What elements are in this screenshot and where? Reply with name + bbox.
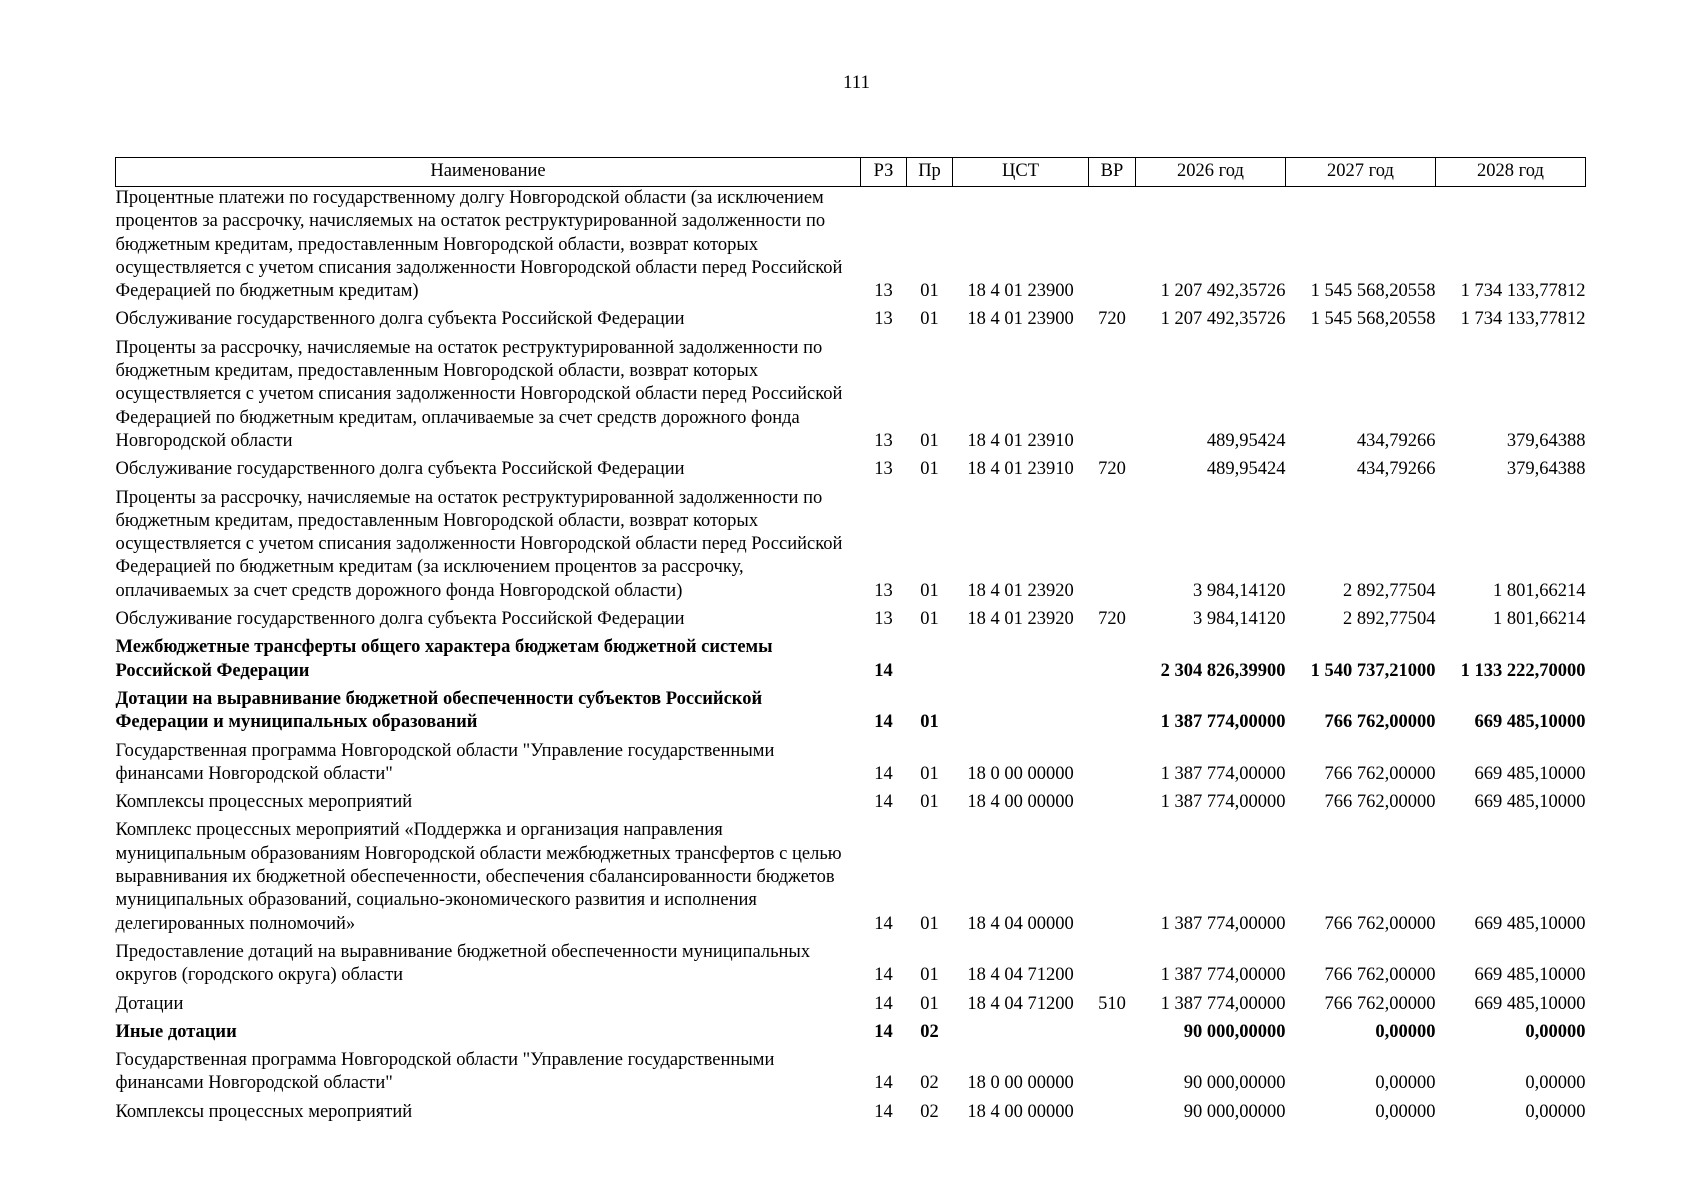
- row-2026: 489,95424: [1206, 430, 1286, 451]
- row-cst: 18 4 04 71200: [967, 993, 1074, 1014]
- row-pr: 02: [920, 1101, 939, 1122]
- row-2027: 766 762,00000: [1324, 993, 1436, 1014]
- row-rz: 14: [874, 913, 893, 934]
- row-pr: 02: [920, 1021, 939, 1042]
- row-2026: 90 000,00000: [1183, 1101, 1286, 1122]
- row-2028: 0,00000: [1525, 1021, 1586, 1042]
- row-name: Комплексы процессных мероприятий: [115, 792, 413, 813]
- header-2026: 2026 год: [1136, 158, 1286, 187]
- row-2027: 1 545 568,20558: [1310, 281, 1436, 302]
- page-number: 111: [842, 72, 871, 93]
- row-pr: 01: [920, 965, 939, 986]
- row-2026: 90 000,00000: [1183, 1021, 1286, 1042]
- row-cst: 18 4 01 23900: [967, 309, 1074, 330]
- row-rz: 14: [874, 763, 893, 784]
- row-rz: 14: [874, 792, 893, 813]
- table-row: [116, 993, 1586, 1021]
- table-row: [116, 308, 1586, 336]
- row-vr: [1089, 819, 1136, 940]
- row-2028: 379,64388: [1506, 459, 1586, 480]
- row-vr: [1089, 941, 1136, 993]
- row-2027: 766 762,00000: [1324, 913, 1436, 934]
- row-name: Комплексы процессных мероприятий: [115, 1101, 413, 1122]
- row-vr: 720: [1098, 309, 1126, 330]
- row-name: Дотации: [115, 993, 184, 1014]
- row-vr: [1089, 1049, 1136, 1101]
- row-pr: 01: [920, 712, 939, 733]
- row-pr: 01: [920, 792, 939, 813]
- row-rz: 14: [874, 712, 893, 733]
- row-name: Процентные платежи по государственному долгу Новгородской области (за исключением процентов за рассрочку, начисляемых на остаток реструктурированной задолженности по бюджетным кредитам, предоставленным Новгородской области, возврат которых осуществляется с учетом списания задолженности Новгородской области перед Российской Федерацией по бюджетным кредитам): [115, 188, 843, 302]
- row-2027: 766 762,00000: [1324, 965, 1436, 986]
- row-pr: 01: [920, 993, 939, 1014]
- row-rz: 14: [874, 993, 893, 1014]
- row-name: Дотации на выравнивание бюджетной обеспеченности субъектов Российской Федерации и муниципальных образований: [115, 688, 763, 733]
- row-vr: [1089, 636, 1136, 688]
- row-rz: 13: [874, 309, 893, 330]
- row-rz: 13: [874, 459, 893, 480]
- header-pr: Пр: [907, 158, 953, 187]
- row-2026: 1 387 774,00000: [1160, 913, 1286, 934]
- row-2027: 766 762,00000: [1324, 712, 1436, 733]
- row-2027: 0,00000: [1375, 1021, 1436, 1042]
- row-2027: 766 762,00000: [1324, 763, 1436, 784]
- row-pr: 01: [920, 913, 939, 934]
- row-rz: 13: [874, 609, 893, 630]
- row-pr: 01: [920, 609, 939, 630]
- row-rz: 14: [874, 1021, 893, 1042]
- row-vr: [1089, 337, 1136, 458]
- row-2027: 0,00000: [1375, 1101, 1436, 1122]
- row-2028: 669 485,10000: [1474, 993, 1586, 1014]
- row-2026: 3 984,14120: [1193, 580, 1286, 601]
- row-vr: [1089, 1021, 1136, 1049]
- row-pr: [907, 636, 953, 688]
- row-2026: 1 207 492,35726: [1160, 309, 1286, 330]
- budget-table: [115, 157, 1586, 1129]
- header-cst: ЦСТ: [953, 158, 1089, 187]
- row-2026: 2 304 826,39900: [1160, 660, 1286, 681]
- row-2028: 379,64388: [1506, 430, 1586, 451]
- row-rz: 13: [874, 580, 893, 601]
- row-name: Межбюджетные трансферты общего характера бюджетам бюджетной системы Российской Федерации: [115, 637, 773, 681]
- row-pr: 02: [920, 1073, 939, 1094]
- row-vr: 720: [1098, 459, 1126, 480]
- row-vr: 510: [1098, 993, 1126, 1014]
- row-2027: 0,00000: [1375, 1073, 1436, 1094]
- row-rz: 14: [874, 1073, 893, 1094]
- header-vr: ВР: [1089, 158, 1136, 187]
- header-2028: 2028 год: [1436, 158, 1586, 187]
- row-rz: 14: [874, 1101, 893, 1122]
- row-2028: 1 133 222,70000: [1460, 660, 1586, 681]
- row-cst: 18 4 04 71200: [967, 965, 1074, 986]
- table-row-section: [116, 688, 1586, 740]
- row-name: Обслуживание государственного долга субъекта Российской Федерации: [115, 459, 685, 480]
- row-cst: 18 4 00 00000: [967, 1101, 1074, 1122]
- table-row: [116, 187, 1586, 309]
- row-cst: 18 0 00 00000: [967, 1073, 1074, 1094]
- row-2026: 1 387 774,00000: [1160, 792, 1286, 813]
- row-pr: 01: [920, 763, 939, 784]
- row-2027: 766 762,00000: [1324, 792, 1436, 813]
- row-2028: 1 801,66214: [1493, 580, 1586, 601]
- row-name: Проценты за рассрочку, начисляемые на остаток реструктурированной задолженности по бюджетным кредитам, предоставленным Новгородской области, возврат которых осуществляется с учетом списания задолженности Новгородской области перед Российской Федерацией по бюджетным кредитам, оплачиваемые за счет средств дорожного фонда Новгородской области: [115, 337, 843, 451]
- row-cst: 18 4 01 23910: [967, 459, 1074, 480]
- header-rz: РЗ: [861, 158, 907, 187]
- row-2028: 669 485,10000: [1474, 965, 1586, 986]
- row-name: Государственная программа Новгородской области "Управление государственными финансами Новгородской области": [115, 740, 775, 784]
- row-cst: 18 4 01 23900: [967, 281, 1074, 302]
- row-2026: 1 387 774,00000: [1160, 712, 1286, 733]
- row-cst: 18 0 00 00000: [967, 763, 1074, 784]
- row-2026: 1 207 492,35726: [1160, 281, 1286, 302]
- row-pr: 01: [920, 430, 939, 451]
- table-row: [116, 608, 1586, 636]
- row-vr: [1089, 740, 1136, 792]
- row-cst: [953, 636, 1089, 688]
- row-2028: 669 485,10000: [1474, 763, 1586, 784]
- row-cst: 18 4 01 23910: [967, 430, 1074, 451]
- row-2027: 1 540 737,21000: [1310, 660, 1436, 681]
- table-row: [116, 337, 1586, 458]
- row-2026: 1 387 774,00000: [1160, 993, 1286, 1014]
- row-2028: 1 734 133,77812: [1460, 309, 1586, 330]
- table-row: [116, 791, 1586, 819]
- table-row-section: [116, 636, 1586, 688]
- row-name: Обслуживание государственного долга субъекта Российской Федерации: [115, 609, 685, 630]
- row-name: Иные дотации: [115, 1021, 237, 1042]
- row-name: Государственная программа Новгородской области "Управление государственными финансами Новгородской области": [115, 1050, 775, 1094]
- table-row: [116, 1101, 1586, 1129]
- row-rz: 14: [874, 965, 893, 986]
- header-name: Наименование: [116, 158, 861, 187]
- row-2028: 0,00000: [1525, 1101, 1586, 1122]
- row-pr: 01: [920, 580, 939, 601]
- row-2026: 1 387 774,00000: [1160, 965, 1286, 986]
- row-2027: 1 545 568,20558: [1310, 309, 1436, 330]
- row-2026: 90 000,00000: [1183, 1073, 1286, 1094]
- row-2028: 669 485,10000: [1474, 913, 1586, 934]
- row-rz: 14: [874, 660, 893, 681]
- row-rz: 13: [874, 281, 893, 302]
- row-vr: [1089, 187, 1136, 309]
- row-rz: 13: [874, 430, 893, 451]
- row-name: Обслуживание государственного долга субъекта Российской Федерации: [115, 309, 685, 330]
- table-row-section: [116, 1021, 1586, 1049]
- header-2027: 2027 год: [1286, 158, 1436, 187]
- row-2026: 489,95424: [1206, 459, 1286, 480]
- row-2028: 669 485,10000: [1474, 712, 1586, 733]
- row-vr: [1089, 1101, 1136, 1129]
- row-2028: 1 734 133,77812: [1460, 281, 1586, 302]
- row-cst: 18 4 01 23920: [967, 609, 1074, 630]
- table-row: [116, 740, 1586, 792]
- row-2028: 669 485,10000: [1474, 792, 1586, 813]
- row-name: Предоставление дотаций на выравнивание бюджетной обеспеченности муниципальных округов (городского округа) области: [115, 941, 811, 986]
- row-2028: 1 801,66214: [1493, 609, 1586, 630]
- row-pr: 01: [920, 281, 939, 302]
- row-pr: 01: [920, 459, 939, 480]
- row-cst: 18 4 01 23920: [967, 580, 1074, 601]
- row-vr: [1089, 487, 1136, 608]
- row-2027: 434,79266: [1356, 459, 1436, 480]
- row-2027: 434,79266: [1356, 430, 1436, 451]
- table-row: [116, 941, 1586, 993]
- row-vr: [1089, 791, 1136, 819]
- row-cst: [953, 1021, 1089, 1049]
- table-header-row: [116, 158, 1586, 187]
- row-cst: 18 4 00 00000: [967, 792, 1074, 813]
- row-cst: [953, 688, 1089, 740]
- row-vr: 720: [1098, 609, 1126, 630]
- row-pr: 01: [920, 309, 939, 330]
- row-name: Проценты за рассрочку, начисляемые на остаток реструктурированной задолженности по бюджетным кредитам, предоставленным Новгородской области, возврат которых осуществляется с учетом списания задолженности Новгородской области перед Российской Федерацией по бюджетным кредитам (за исключением процентов за рассрочку, оплачиваемых за счет средств дорожного фонда Новгородской области): [115, 487, 843, 601]
- table-row: [116, 458, 1586, 486]
- row-2028: 0,00000: [1525, 1073, 1586, 1094]
- table-body: [116, 187, 1586, 1129]
- row-2026: 3 984,14120: [1193, 609, 1286, 630]
- row-vr: [1089, 688, 1136, 740]
- table-row: [116, 1049, 1586, 1101]
- row-cst: 18 4 04 00000: [967, 913, 1074, 934]
- row-2027: 2 892,77504: [1343, 580, 1436, 601]
- table-row: [116, 487, 1586, 608]
- row-2027: 2 892,77504: [1343, 609, 1436, 630]
- table-row: [116, 819, 1586, 940]
- row-2026: 1 387 774,00000: [1160, 763, 1286, 784]
- row-name: Комплекс процессных мероприятий «Поддержка и организация направления муниципальным образованиям Новгородской области межбюджетных трансфертов с целью выравнивания их бюджетной обеспеченности, обеспечения сбалансированности бюджетов муниципальных образований, социально-экономического развития и исполнения делегированных полномочий»: [115, 820, 842, 934]
